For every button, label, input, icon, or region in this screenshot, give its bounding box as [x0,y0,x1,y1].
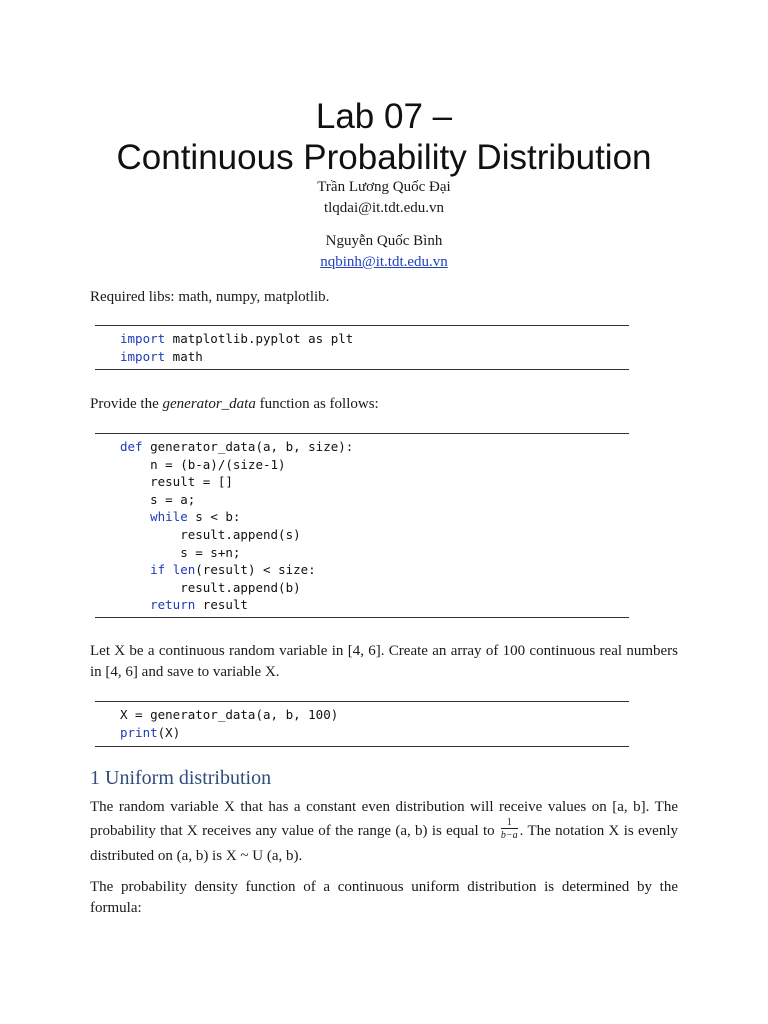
code-indent [120,562,150,577]
code-text: (X) [157,724,181,740]
author1-name: Trần Lương Quốc Đại [317,179,451,195]
required-libs-text: Required libs: math, numpy, matplotlib. [90,289,330,305]
code-block-2-top-rule [95,433,629,434]
code-keyword: import [120,348,166,364]
code-text: matplotlib.pyplot as plt [165,331,354,346]
code-text: s = a; [120,491,196,507]
uniform-text-a: The random variable X that has a constant even distribution will receive values on [a, b]. The probability that X receives any value of the range (a, b) is equal to [90,799,678,839]
code-text: (result) < size: [195,562,316,578]
code-keyword: print [120,724,158,740]
code-text: generator_data(a, b, size): [142,439,354,454]
author2-name: Nguyễn Quốc Bình [325,233,443,249]
uniform-paragraph-1 [90,795,678,868]
code-text: result.append(b) [120,579,301,595]
code-text: s < b: [187,509,241,525]
code-indent [120,509,150,524]
code-text: s = s+n; [120,544,241,560]
function-name: generator_data [162,396,256,412]
code-block-2-bottom-rule [95,617,629,618]
provide-text-post: function as follows: [255,396,379,412]
title-line-1: Lab 07 – [315,97,453,136]
uniform-paragraph-2: The probability density function of a continuous uniform distribution is determined by the formula: [90,879,678,916]
code-keyword: while [150,509,188,525]
code-block-1-top-rule [95,325,629,326]
code-keyword: def [120,439,143,454]
author1-email: tlqdai@it.tdt.edu.vn [323,200,445,216]
code-text: math [165,348,203,364]
code-block-3-top-rule [95,701,629,702]
code-text: result [195,597,248,613]
code-block-1 [120,330,353,365]
code-block-2 [120,438,353,614]
code-block-1-bottom-rule [95,369,629,370]
code-text: result.append(s) [120,526,301,542]
code-block-3 [120,706,338,741]
code-keyword: if [150,562,166,578]
fraction-numerator: 1 [506,816,512,828]
uniform-text-b: . The notation X is evenly distributed on (a, b) is X ~ U (a, b). [90,823,678,864]
fraction [501,817,518,841]
author2-email-wrap [0,252,768,272]
code-keyword: import [120,331,166,346]
code-block-3-bottom-rule [95,746,629,747]
code-text: X = generator_data(a, b, 100) [120,707,339,722]
code-indent [120,597,150,612]
let-x-paragraph: Let X be a continuous random variable in [4, 6]. Create an array of 100 continuous real numbers in [4, 6] and save to variable X. [90,643,678,680]
author2-email-link[interactable]: nqbinh@it.tdt.edu.vn [320,254,448,270]
fraction-denominator: b−a [500,829,518,841]
provide-text-pre: Provide the [90,396,163,412]
provide-text [90,394,678,415]
code-text: result = [] [120,474,233,490]
code-keyword: len [172,562,196,578]
section-heading-uniform: 1 Uniform distribution [90,767,272,789]
code-text: n = (b-a)/(size-1) [120,456,286,472]
title-line-2: Continuous Probability Distribution [116,138,652,177]
code-keyword: return [150,597,196,613]
code-text [165,562,173,577]
